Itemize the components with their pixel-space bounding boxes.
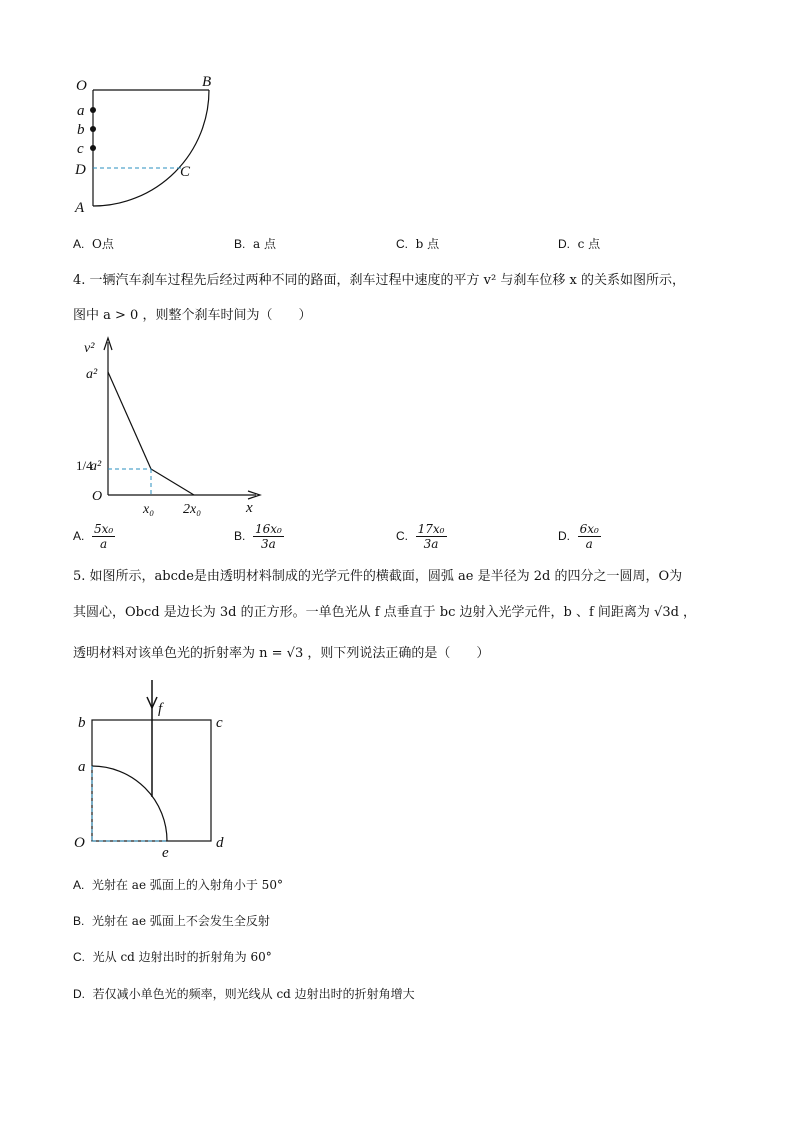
option-text: O点: [91, 237, 114, 251]
label-c: c: [77, 141, 84, 157]
origin-label: O: [92, 489, 103, 504]
option-text: 光射在 ae 弧面上的入射角小于 50°: [91, 878, 283, 892]
segment-1: [108, 372, 151, 469]
fraction: [92, 522, 115, 551]
option-text: 若仅减小单色光的频率，则光线从 cd 边射出时的折射角增大: [92, 987, 415, 1001]
q3-option-a: [73, 235, 114, 252]
label-D: D: [75, 162, 86, 178]
option-text: 光射在 ae 弧面上不会发生全反射: [91, 914, 270, 928]
q4-option-a: [73, 522, 115, 551]
q5-option-d: [73, 985, 415, 1002]
segment-2: [151, 469, 194, 495]
q5-option-c: [73, 948, 272, 965]
fraction: [416, 522, 447, 551]
q5-option-b: [73, 912, 270, 929]
y-axis-label: v²: [84, 341, 95, 356]
quarter-circle-figure: [70, 70, 230, 220]
x-axis-label: x: [246, 500, 253, 516]
label-f: f: [158, 701, 163, 717]
option-text: a 点: [252, 237, 276, 251]
label-b: b: [77, 122, 85, 138]
option-letter: B.: [234, 237, 246, 251]
y-tick-frac: 1/4: [76, 458, 93, 473]
label-C: C: [180, 164, 191, 180]
arc-ae: [92, 766, 167, 841]
optical-element-figure: [70, 675, 250, 865]
q4-option-b: [234, 522, 284, 551]
v2-x-graph: [70, 330, 270, 520]
point-a: [90, 107, 96, 113]
q4-text-line1: 4. 一辆汽车刹车过程先后经过两种不同的路面，刹车过程中速度的平方 v² 与刹车位移 x 的关系如图所示，: [73, 273, 685, 288]
q4-option-d: [558, 522, 601, 551]
fraction: [578, 522, 601, 551]
label-b: b: [78, 715, 86, 731]
label-A: A: [75, 200, 85, 216]
denominator: 3a: [261, 537, 276, 551]
option-letter: D.: [73, 987, 85, 1001]
label-e: e: [162, 845, 169, 861]
q3-option-b: [234, 235, 276, 252]
option-letter: C.: [396, 529, 408, 543]
option-letter: B.: [73, 914, 85, 928]
point-b: [90, 126, 96, 132]
option-letter: B.: [234, 529, 246, 543]
option-letter: C.: [73, 950, 85, 964]
label-c: c: [216, 715, 223, 731]
option-text: 光从 cd 边射出时的折射角为 60°: [92, 950, 272, 964]
q5-text-line3: 透明材料对该单色光的折射率为 n = √3 ，则下列说法正确的是（ ）: [73, 646, 490, 661]
q3-option-c: [396, 235, 439, 252]
label-a: a: [78, 759, 86, 775]
numerator: 6x₀: [579, 522, 599, 536]
option-letter: A.: [73, 878, 85, 892]
y-tick-a2-mid: a²: [90, 459, 102, 474]
label-B: B: [202, 74, 212, 90]
numerator: 17x₀: [417, 522, 445, 536]
option-text: c 点: [577, 237, 601, 251]
q5-option-a: [73, 876, 283, 893]
option-letter: A.: [73, 529, 85, 543]
q4-option-c: [396, 522, 447, 551]
fraction: [253, 522, 284, 551]
q4-text-line2: 图中 a > 0 ，则整个刹车时间为（ ）: [73, 308, 312, 323]
numerator: 16x₀: [254, 522, 282, 536]
option-letter: A.: [73, 237, 85, 251]
option-letter: C.: [396, 237, 408, 251]
point-c: [90, 145, 96, 151]
arc-BA: [93, 90, 209, 206]
label-O: O: [76, 78, 87, 94]
x-tick-x0: x₀: [143, 502, 155, 517]
q5-text-line2: 其圆心，Obcd 是边长为 3d 的正方形。一单色光从 f 点垂直于 bc 边射入光学元件，b 、f 间距离为 √3d ，: [73, 605, 697, 620]
label-O: O: [74, 835, 85, 851]
option-letter: D.: [558, 529, 570, 543]
x-tick-2x0: 2x₀: [183, 502, 202, 517]
q3-option-d: [558, 235, 600, 252]
denominator: a: [585, 537, 593, 551]
denominator: a: [100, 537, 108, 551]
option-letter: D.: [558, 237, 570, 251]
q5-text-line1: 5. 如图所示，abcde是由透明材料制成的光学元件的横截面，圆弧 ae 是半径为 2d 的四分之一圆周，O为: [73, 569, 683, 584]
label-d: d: [216, 835, 224, 851]
label-a: a: [77, 103, 85, 119]
denominator: 3a: [423, 537, 439, 551]
y-tick-a2: a²: [86, 367, 98, 382]
numerator: 5x₀: [93, 522, 114, 536]
option-text: b 点: [415, 237, 440, 251]
